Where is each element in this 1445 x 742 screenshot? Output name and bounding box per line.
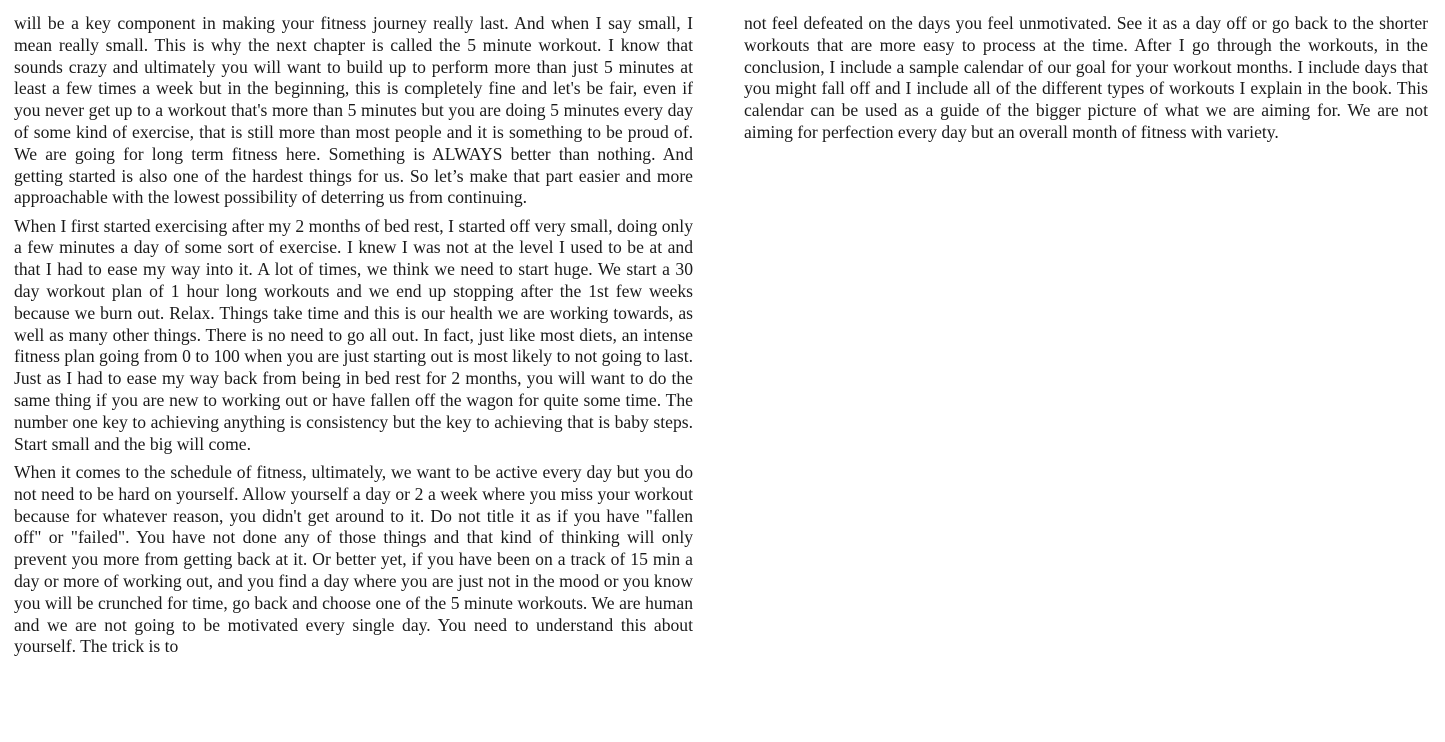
text-column-left (14, 13, 693, 742)
text-column-right (744, 13, 1428, 742)
paragraph-continuation: not feel defeated on the days you feel unmotivated. See it as a day off or go back to the shorter workouts that are more easy to process at the time. After I go through the workouts, in the conclusion, I include a sample calendar of our goal for your workout months. I include days that you might fall off and I include all of the different types of workouts I explain in the book. This calendar can be used as a guide of the bigger picture of what we are aiming for. We are not aiming for perfection every day but an overall month of fitness with variety. (744, 13, 1428, 142)
paragraph: When it comes to the schedule of fitness, ultimately, we want to be active every day but you do not need to be hard on yourself. Allow yourself a day or 2 a week where you miss your workout because for whatever reason, you didn't get around to it. Do not title it as if you have "fallen off" or "failed". You have not done any of those things and that kind of thinking will only prevent you more from getting back at it. Or better yet, if you have been on a track of 15 min a day or more of working out, and you find a day where you are just not in the mood or you know you will be crunched for time, go back and choose one of the 5 minute workouts. We are human and we are not going to be motivated every single day. You need to understand this about yourself. The trick is to (14, 461, 693, 657)
paragraph: When I first started exercising after my 2 months of bed rest, I started off very small, doing only a few minutes a day of some sort of exercise. I knew I was not at the level I used to be at and that I had to ease my way into it. A lot of times, we think we need to start huge. We start a 30 day workout plan of 1 hour long workouts and we end up stopping after the 1st few weeks because we burn out. Relax. Things take time and this is our health we are working towards, as well as many other things. There is no need to go all out. In fact, just like most diets, an intense fitness plan going from 0 to 100 when you are just starting out is most likely to not going to last. Just as I had to ease my way back from being in bed rest for 2 months, you will want to do the same thing if you are new to working out or have fallen off the wagon for quite some time. The number one key to achieving anything is consistency but the key to achieving that is baby steps. Start small and the big will come. (14, 215, 693, 454)
paragraph-continuation: will be a key component in making your fitness journey really last. And when I say small, I mean really small. This is why the next chapter is called the 5 minute workout. I know that sounds crazy and ultimately you will want to build up to perform more than just 5 minutes at least a few times a week but in the beginning, this is completely fine and let's be fair, even if you never get up to a workout that's more than 5 minutes but you are doing 5 minutes every day of some kind of exercise, that is still more than most people and it is something to be proud of. We are going for long term fitness here. Something is ALWAYS better than nothing. And getting started is also one of the hardest things for us. So let’s make that part easier and more approachable with the lowest possibility of deterring us from continuing. (14, 13, 693, 208)
